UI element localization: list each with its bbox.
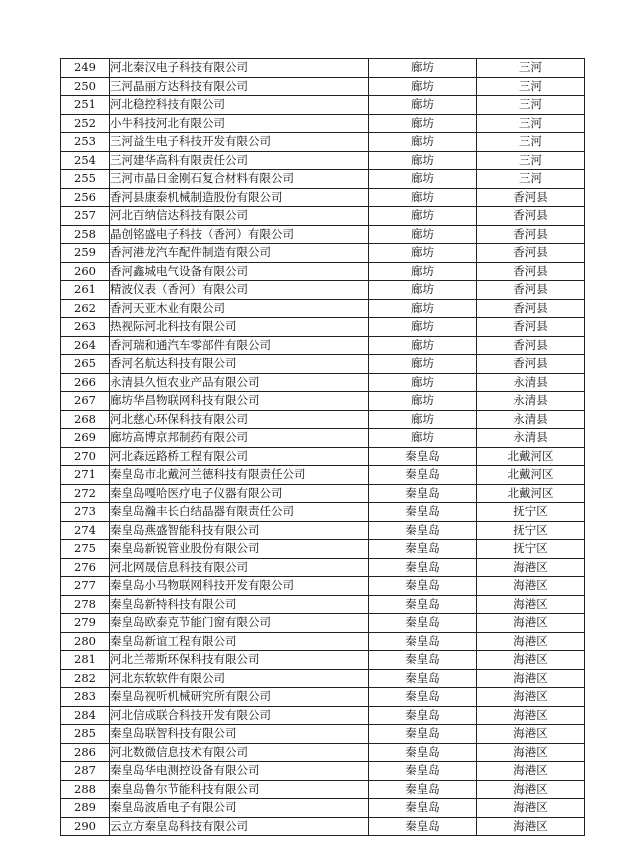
row-number: 283 [61,688,110,707]
company-name: 晶创铭盛电子科技（香河）有限公司 [110,225,369,244]
row-number: 255 [61,170,110,189]
company-name: 香河港龙汽车配件制造有限公司 [110,244,369,263]
city-name: 秦皇岛 [369,799,477,818]
district-name: 香河县 [477,318,585,337]
company-name: 香河县康泰机械制造股份有限公司 [110,188,369,207]
company-name: 河北森远路桥工程有限公司 [110,447,369,466]
district-name: 永清县 [477,429,585,448]
table-row [61,540,585,559]
table-row [61,632,585,651]
district-name: 三河 [477,170,585,189]
table-row [61,262,585,281]
city-name: 廊坊 [369,151,477,170]
table-row [61,503,585,522]
company-table [60,58,585,836]
company-name: 河北信成联合科技开发有限公司 [110,706,369,725]
company-name: 秦皇岛联智科技有限公司 [110,725,369,744]
district-name: 海港区 [477,651,585,670]
district-name: 香河县 [477,355,585,374]
table-row [61,244,585,263]
city-name: 廊坊 [369,262,477,281]
district-name: 香河县 [477,262,585,281]
city-name: 秦皇岛 [369,521,477,540]
row-number: 260 [61,262,110,281]
table-row [61,225,585,244]
district-name: 三河 [477,151,585,170]
row-number: 259 [61,244,110,263]
row-number: 250 [61,77,110,96]
company-name: 秦皇岛燕盛智能科技有限公司 [110,521,369,540]
city-name: 廊坊 [369,318,477,337]
company-name: 秦皇岛新谊工程有限公司 [110,632,369,651]
row-number: 273 [61,503,110,522]
table-row [61,392,585,411]
district-name: 海港区 [477,743,585,762]
table-row [61,651,585,670]
row-number: 254 [61,151,110,170]
company-name: 香河名航达科技有限公司 [110,355,369,374]
city-name: 秦皇岛 [369,651,477,670]
city-name: 廊坊 [369,114,477,133]
city-name: 廊坊 [369,77,477,96]
table-row [61,669,585,688]
company-name: 秦皇岛欧泰克节能门窗有限公司 [110,614,369,633]
company-name: 秦皇岛新锐管业股份有限公司 [110,540,369,559]
row-number: 262 [61,299,110,318]
row-number: 289 [61,799,110,818]
table-row [61,410,585,429]
company-name: 小牛科技河北有限公司 [110,114,369,133]
city-name: 秦皇岛 [369,725,477,744]
table-row [61,336,585,355]
city-name: 廊坊 [369,281,477,300]
row-number: 268 [61,410,110,429]
district-name: 海港区 [477,595,585,614]
row-number: 277 [61,577,110,596]
row-number: 285 [61,725,110,744]
district-name: 永清县 [477,410,585,429]
row-number: 269 [61,429,110,448]
table-row [61,780,585,799]
row-number: 275 [61,540,110,559]
city-name: 秦皇岛 [369,762,477,781]
city-name: 秦皇岛 [369,743,477,762]
district-name: 海港区 [477,577,585,596]
table-row [61,318,585,337]
company-name: 秦皇岛视听机械研究所有限公司 [110,688,369,707]
district-name: 三河 [477,59,585,78]
city-name: 廊坊 [369,336,477,355]
city-name: 廊坊 [369,170,477,189]
company-name: 三河益生电子科技开发有限公司 [110,133,369,152]
city-name: 廊坊 [369,207,477,226]
company-name: 秦皇岛鲁尔节能科技有限公司 [110,780,369,799]
city-name: 廊坊 [369,96,477,115]
row-number: 287 [61,762,110,781]
row-number: 252 [61,114,110,133]
table-row [61,151,585,170]
table-row [61,373,585,392]
table-row [61,170,585,189]
district-name: 三河 [477,77,585,96]
district-name: 海港区 [477,706,585,725]
table-row [61,725,585,744]
table-row [61,484,585,503]
city-name: 秦皇岛 [369,577,477,596]
company-name: 热视际河北科技有限公司 [110,318,369,337]
row-number: 265 [61,355,110,374]
row-number: 251 [61,96,110,115]
district-name: 北戴河区 [477,484,585,503]
table-row [61,743,585,762]
city-name: 廊坊 [369,355,477,374]
district-name: 北戴河区 [477,466,585,485]
district-name: 海港区 [477,558,585,577]
district-name: 海港区 [477,780,585,799]
district-name: 香河县 [477,225,585,244]
table-row [61,299,585,318]
company-name: 河北数微信息技术有限公司 [110,743,369,762]
city-name: 秦皇岛 [369,540,477,559]
row-number: 261 [61,281,110,300]
district-name: 永清县 [477,392,585,411]
company-name: 秦皇岛新特科技有限公司 [110,595,369,614]
district-name: 抚宁区 [477,521,585,540]
company-name: 廊坊华昌物联网科技有限公司 [110,392,369,411]
table-row [61,207,585,226]
city-name: 廊坊 [369,299,477,318]
company-name: 香河瑞和通汽车零部件有限公司 [110,336,369,355]
row-number: 284 [61,706,110,725]
company-name: 永清县久恒农业产品有限公司 [110,373,369,392]
district-name: 抚宁区 [477,503,585,522]
table-row [61,133,585,152]
city-name: 秦皇岛 [369,706,477,725]
district-name: 海港区 [477,762,585,781]
table-row [61,188,585,207]
company-name: 廊坊高博京邦制药有限公司 [110,429,369,448]
city-name: 秦皇岛 [369,632,477,651]
city-name: 秦皇岛 [369,558,477,577]
company-name: 秦皇岛小马物联网科技开发有限公司 [110,577,369,596]
company-name: 香河鑫城电气设备有限公司 [110,262,369,281]
district-name: 海港区 [477,725,585,744]
city-name: 廊坊 [369,133,477,152]
table-row [61,521,585,540]
table-row [61,817,585,836]
district-name: 三河 [477,96,585,115]
city-name: 秦皇岛 [369,780,477,799]
table-row [61,77,585,96]
table-row [61,762,585,781]
district-name: 三河 [477,114,585,133]
district-name: 海港区 [477,614,585,633]
company-name: 河北东软软件有限公司 [110,669,369,688]
city-name: 秦皇岛 [369,466,477,485]
row-number: 274 [61,521,110,540]
city-name: 秦皇岛 [369,447,477,466]
company-name: 秦皇岛嘎哈医疗电子仪器有限公司 [110,484,369,503]
table-row [61,355,585,374]
city-name: 廊坊 [369,410,477,429]
company-name: 精波仪表（香河）有限公司 [110,281,369,300]
row-number: 253 [61,133,110,152]
row-number: 257 [61,207,110,226]
district-name: 香河县 [477,188,585,207]
district-name: 香河县 [477,207,585,226]
company-name: 河北慈心环保科技有限公司 [110,410,369,429]
row-number: 258 [61,225,110,244]
table-row [61,114,585,133]
row-number: 280 [61,632,110,651]
city-name: 秦皇岛 [369,614,477,633]
row-number: 286 [61,743,110,762]
row-number: 271 [61,466,110,485]
district-name: 海港区 [477,688,585,707]
table-row [61,96,585,115]
company-name: 河北稳控科技有限公司 [110,96,369,115]
table-row [61,706,585,725]
table-row [61,447,585,466]
city-name: 廊坊 [369,59,477,78]
row-number: 281 [61,651,110,670]
city-name: 廊坊 [369,373,477,392]
table-row [61,466,585,485]
city-name: 秦皇岛 [369,669,477,688]
company-name: 河北兰蒂斯环保科技有限公司 [110,651,369,670]
district-name: 海港区 [477,799,585,818]
city-name: 秦皇岛 [369,817,477,836]
table-row [61,688,585,707]
row-number: 279 [61,614,110,633]
company-name: 河北秦汉电子科技有限公司 [110,59,369,78]
row-number: 263 [61,318,110,337]
company-name: 秦皇岛市北戴河兰德科技有限责任公司 [110,466,369,485]
city-name: 廊坊 [369,392,477,411]
company-name: 三河建华高科有限责任公司 [110,151,369,170]
company-name: 河北百纳信达科技有限公司 [110,207,369,226]
company-name: 河北网晟信息科技有限公司 [110,558,369,577]
row-number: 256 [61,188,110,207]
district-name: 海港区 [477,632,585,651]
table-row [61,614,585,633]
district-name: 香河县 [477,281,585,300]
row-number: 270 [61,447,110,466]
city-name: 秦皇岛 [369,503,477,522]
company-name: 秦皇岛瀚丰长白结晶器有限责任公司 [110,503,369,522]
district-name: 香河县 [477,299,585,318]
row-number: 288 [61,780,110,799]
row-number: 290 [61,817,110,836]
row-number: 276 [61,558,110,577]
table-row [61,577,585,596]
company-name: 三河市晶日金刚石复合材料有限公司 [110,170,369,189]
city-name: 秦皇岛 [369,595,477,614]
row-number: 282 [61,669,110,688]
row-number: 278 [61,595,110,614]
company-name: 秦皇岛华电测控设备有限公司 [110,762,369,781]
row-number: 266 [61,373,110,392]
table-row [61,59,585,78]
table-row [61,558,585,577]
row-number: 264 [61,336,110,355]
table-row [61,281,585,300]
table-row [61,429,585,448]
district-name: 香河县 [477,336,585,355]
district-name: 抚宁区 [477,540,585,559]
district-name: 永清县 [477,373,585,392]
table-row [61,799,585,818]
district-name: 海港区 [477,817,585,836]
city-name: 秦皇岛 [369,484,477,503]
district-name: 海港区 [477,669,585,688]
city-name: 廊坊 [369,244,477,263]
city-name: 秦皇岛 [369,688,477,707]
district-name: 三河 [477,133,585,152]
city-name: 廊坊 [369,429,477,448]
district-name: 香河县 [477,244,585,263]
company-name: 三河晶丽方达科技有限公司 [110,77,369,96]
company-table-body [61,59,585,836]
company-name: 秦皇岛波盾电子有限公司 [110,799,369,818]
city-name: 廊坊 [369,225,477,244]
district-name: 北戴河区 [477,447,585,466]
row-number: 249 [61,59,110,78]
city-name: 廊坊 [369,188,477,207]
row-number: 272 [61,484,110,503]
table-row [61,595,585,614]
company-name: 香河天亚木业有限公司 [110,299,369,318]
row-number: 267 [61,392,110,411]
company-name: 云立方秦皇岛科技有限公司 [110,817,369,836]
